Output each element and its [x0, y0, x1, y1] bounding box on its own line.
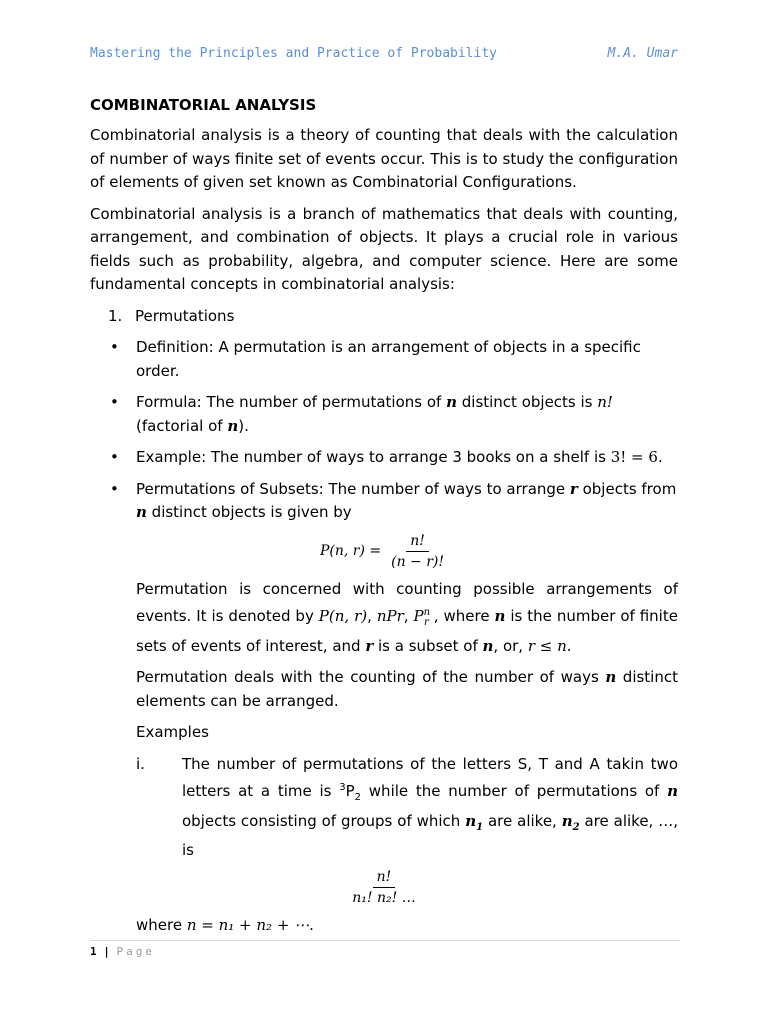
text-run: . — [657, 448, 663, 466]
bullet-dot: • — [110, 479, 119, 498]
math-var: r — [365, 636, 374, 655]
formula-lhs: P(n, r) = — [319, 543, 382, 559]
examples-label: Examples — [136, 723, 209, 741]
text-run: distinct objects is given by — [146, 503, 352, 521]
math-sub: 2 — [572, 821, 580, 833]
math-var: n — [561, 811, 573, 830]
bullet-text — [136, 391, 678, 438]
subscript: 2 — [354, 792, 362, 803]
math-var: n — [227, 416, 239, 435]
paragraph-notation — [136, 578, 678, 659]
text-run: Permutation deals with the counting of the number of ways — [136, 668, 606, 686]
paragraph-counting — [136, 666, 678, 713]
example-text — [182, 753, 678, 863]
paragraph-where — [136, 914, 678, 938]
fraction-denominator: (n − r)! — [391, 553, 445, 570]
bullet-text — [136, 478, 678, 525]
math-expr: n! — [597, 393, 613, 411]
running-header — [90, 46, 678, 61]
text-run: (factorial of — [136, 416, 228, 435]
fraction-denominator: n₁! n₂! … — [352, 889, 416, 906]
example-item-i — [136, 753, 678, 863]
bullet-example — [110, 446, 678, 470]
math-var: n — [482, 636, 494, 655]
formula-multinomial — [90, 869, 678, 906]
text-run: , or, — [493, 636, 528, 655]
page-footer — [90, 940, 680, 958]
text-run: are alike, — [483, 811, 562, 830]
math-sub: r — [424, 617, 429, 628]
text-run: Permutations of Subsets: The number of ways to arrange — [136, 479, 570, 498]
text-run: Permutation is concerned with counting possible arrangements of events. It is denoted by — [136, 579, 678, 625]
text-run: . — [309, 915, 314, 934]
math-var: n — [667, 782, 678, 800]
text-run: , — [367, 607, 377, 625]
bullet-text: Definition: A permutation is an arrangement of objects in a specific order. — [136, 338, 641, 380]
text-run: The number of permutations of the letters S, T and A takin two letters at a time is — [182, 754, 678, 800]
bullet-dot: • — [110, 448, 119, 466]
bullet-definition — [110, 336, 678, 383]
math-expr: nPr — [376, 607, 404, 625]
paragraph-branch: Combinatorial analysis is a branch of mathematics that deals with counting, arrangement, and combination of objects. It plays a crucial role in various fields such as probability, algebra, and computer science. Here are some fundamental concepts in combinatorial analysis: — [90, 204, 678, 293]
numbered-item-permutations — [108, 305, 678, 329]
fraction-numerator: n! — [406, 533, 429, 552]
text-run: is a subset of — [373, 636, 483, 655]
bullet-dot: • — [110, 393, 119, 411]
math-expr: 3! = 6 — [610, 448, 658, 466]
math-sub: 1 — [476, 821, 484, 833]
bullet-subsets — [110, 478, 678, 525]
math-expr: r ≤ n — [527, 636, 567, 655]
superscript: 3 — [339, 782, 346, 793]
math-var: n — [465, 811, 477, 830]
roman-numeral: i. — [136, 754, 145, 773]
math-var: n — [446, 393, 457, 411]
text-run: while the number of permutations of — [361, 782, 668, 800]
text-run: Example: The number of ways to arrange 3 books on a shelf is — [136, 448, 611, 466]
formula-permutation — [90, 533, 678, 570]
paragraph-intro: Combinatorial analysis is a theory of counting that deals with the calculation of number of ways finite set of events occur. This is to study the configuration of elements of given set known as Combinatorial Configurations. — [90, 126, 678, 191]
bullet-formula — [110, 391, 678, 438]
fraction — [348, 869, 419, 906]
math-expr — [413, 607, 431, 628]
fraction-numerator: n! — [373, 869, 396, 888]
math-var: n — [494, 607, 506, 625]
page-label: Page — [116, 945, 155, 958]
text-run: Formula: The number of permutations of — [136, 393, 447, 411]
section-heading: COMBINATORIAL ANALYSIS — [90, 96, 317, 114]
bullet-text — [136, 446, 678, 470]
header-title: Mastering the Principles and Practice of Probability — [90, 46, 497, 61]
list-label: Permutations — [135, 306, 235, 325]
text-run: distinct elements can be arranged. — [136, 668, 678, 710]
math-expr: n = n₁ + n₂ + ⋯ — [186, 915, 310, 934]
math-var: P — [413, 607, 424, 625]
text-run: objects from — [577, 479, 677, 498]
math-var: n — [136, 503, 147, 521]
text-run: distinct objects is — [456, 393, 598, 411]
math-expr: P(n, r) — [318, 607, 368, 625]
header-author: M.A. Umar — [607, 46, 678, 61]
math-var: n — [605, 668, 617, 686]
page-content — [90, 96, 678, 945]
bullet-dot: • — [110, 338, 119, 356]
math-var: r — [569, 479, 578, 498]
text-run: , — [403, 607, 414, 625]
math-sup: n — [423, 607, 431, 618]
text-run: where — [136, 915, 187, 934]
page-number: 1 — [90, 945, 97, 958]
text-run: P — [345, 782, 355, 800]
list-number: 1. — [108, 306, 123, 325]
footer-separator: | — [96, 945, 117, 958]
fraction — [387, 533, 448, 570]
text-run: is the number of finite sets of events of interest, and — [136, 607, 678, 655]
text-run: . — [566, 636, 572, 655]
text-run: are alike, …, is — [182, 811, 678, 859]
text-run: objects consisting of groups of which — [182, 811, 466, 830]
text-run: , where — [428, 607, 495, 625]
text-run: ). — [238, 416, 249, 435]
